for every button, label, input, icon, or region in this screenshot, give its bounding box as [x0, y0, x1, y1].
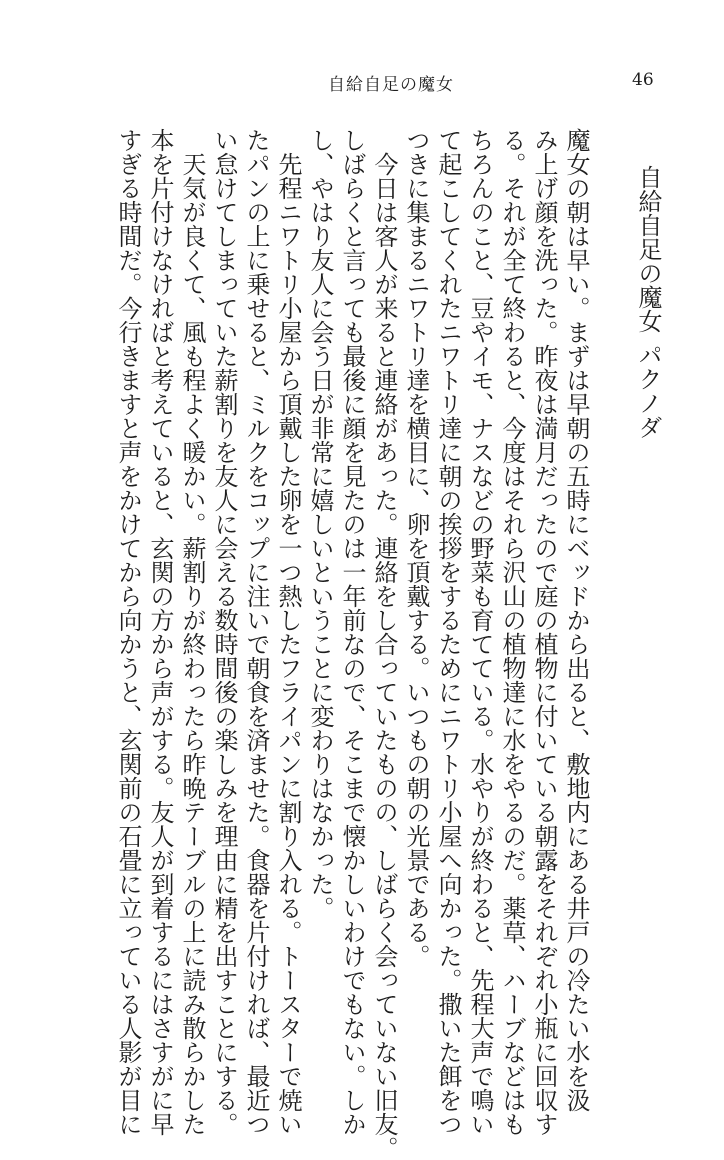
author-name: パクノダ: [634, 343, 662, 439]
body-line: つきに集まるニワトリ達を横目に、卵を頂戴する。いつもの朝の光景である。: [402, 128, 430, 968]
body-line: い怠けてしまっていた薪割りを友人に会える数時間後の楽しみを理由に精を出すことにする。: [210, 128, 238, 1136]
body-line: たパンの上に乗せると、ミルクをコップに注いで朝食を済ませた。食器を片付ければ、最近つ: [242, 128, 270, 1136]
body-line: ちろんのこと、豆やイモ、ナスなどの野菜も育てている。水やりが終わると、先程大声で鳴い: [466, 128, 494, 1136]
story-title: 自給自足の魔女: [634, 165, 662, 333]
body-line: る。それが全て終わると、今度はそれら沢山の植物達に水をやるのだ。薬草、ハーブなどはも: [498, 128, 526, 1136]
body-line: すぎる時間だ。今行きますと声をかけてから向かうと、玄関前の石畳に立っている人影が目に: [114, 128, 142, 1136]
body-line: 天気が良くて、風も程よく暖かい。薪割りが終わったら昨晩テーブルの上に読み散らかした: [178, 128, 206, 1136]
running-header: 自給自足の魔女: [328, 75, 454, 95]
body-line: 先程ニワトリ小屋から頂戴した卵を一つ熱したフライパンに割り入れる。トースターで焼い: [274, 128, 302, 1136]
body-line: 今日は客人が来ると連絡があった。連絡をし合っていたものの、しばらく会っていない旧友。: [370, 128, 398, 1160]
page-number: 46: [632, 70, 654, 90]
body-line: て起こしてくれたニワトリ達に朝の挨拶をするためにニワトリ小屋へ向かった。撒いた餌をつ: [434, 128, 462, 1136]
body-line: み上げ顔を洗った。昨夜は満月だったので庭の植物に付いている朝露をそれぞれ小瓶に回収す: [530, 128, 558, 1136]
body-line: しばらくと言っても最後に顔を見たのは一年前なので、そこまで懐かしいわけでもない。しか: [338, 128, 366, 1136]
body-line: 本を片付けなければと考えていると、玄関の方から声がする。友人が到着するにはさすがに早: [146, 128, 174, 1136]
body-line: 魔女の朝は早い。まずは早朝の五時にベッドから出ると、敷地内にある井戸の冷たい水を汲: [562, 128, 590, 1112]
body-line: し、やはり友人に会う日が非常に嬉しいということに変わりはなかった。: [306, 128, 334, 920]
